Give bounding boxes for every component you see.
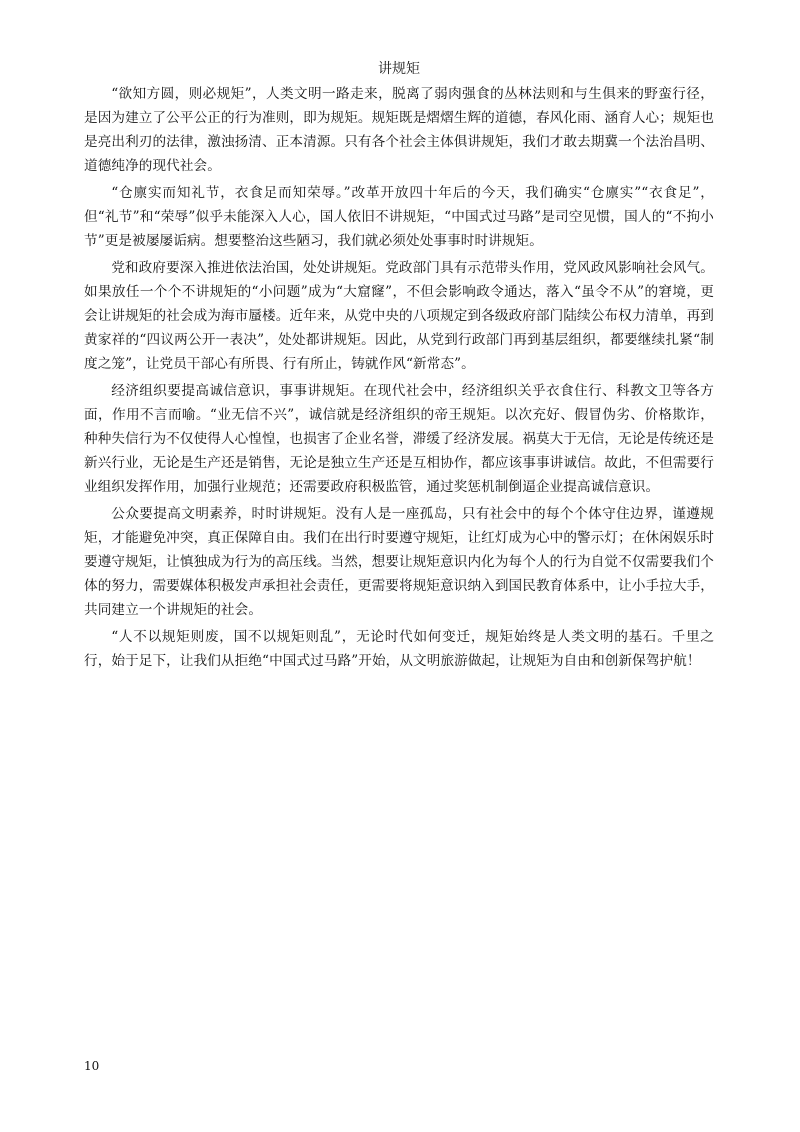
paragraph-6: “人不以规矩则废，国不以规矩则乱”，无论时代如何变迁，规矩始终是人类文明的基石。千里之行，始于足下，让我们从拒绝“中国式过马路”开始，从文明旅游做起，让规矩为自由和创新保驾护航！: [84, 629, 714, 669]
paragraph-5: 公众要提高文明素养，时时讲规矩。没有人是一座孤岛，只有社会中的每个个体守住边界，谨遵规矩，才能避免冲突，真正保障自由。我们在出行时要遵守规矩，让红灯成为心中的警示灯；在休闲娱乐时要遵守规矩，让慎独成为行为的高压线。当然，想要让规矩意识内化为每个人的行为自觉不仅需要我们个体的努力，需要媒体积极发声承担社会责任，更需要将规矩意识纳入到国民教育体系中，让小手拉大手，共同建立一个讲规矩的社会。: [84, 506, 714, 618]
page-number: 10: [84, 1059, 100, 1073]
paragraph-1: “欲知方圆，则必规矩”，人类文明一路走来，脱离了弱肉强食的丛林法则和与生俱来的野蛮行径，是因为建立了公平公正的行为准则，即为规矩。规矩既是熠熠生辉的道德，春风化雨、涵育人心；规矩也是亮出利刃的法律，激浊扬清、正本清源。只有各个社会主体俱讲规矩，我们才敢去期冀一个法治昌明、道德纯净的现代社会。: [84, 86, 714, 174]
paragraph-3: 党和政府要深入推进依法治国，处处讲规矩。党政部门具有示范带头作用，党风政风影响社会风气。如果放任一个个不讲规矩的“小问题”成为“大窟窿”，不但会影响政令通达，落入“虽令不从”的窘境，更会让讲规矩的社会成为海市蜃楼。近年来，从党中央的八项规定到各级政府部门陆续公布权力清单，再到黄家祥的“四议两公开一表决”，处处都讲规矩。因此，从党到行政部门再到基层组织，都要继续扎紧“制度之笼”，让党员干部心有所畏、行有所止，铸就作风“新常态”。: [84, 260, 714, 372]
document-page: [84, 58, 714, 676]
page-title: 讲规矩: [378, 61, 420, 77]
paragraph-4: 经济组织要提高诚信意识，事事讲规矩。在现代社会中，经济组织关乎衣食住行、科教文卫等各方面，作用不言而喻。“业无信不兴”，诚信就是经济组织的帝王规矩。以次充好、假冒伪劣、价格欺诈，种种失信行为不仅使得人心惶惶，也损害了企业名誉，滞缓了经济发展。祸莫大于无信，无论是传统还是新兴行业，无论是生产还是销售，无论是独立生产还是互相协作，都应该事事讲诚信。故此，不但需要行业组织发挥作用，加强行业规范；还需要政府积极监管，通过奖惩机制倒逼企业提高诚信意识。: [84, 383, 714, 495]
paragraph-2: “仓廪实而知礼节，衣食足而知荣辱。”改革开放四十年后的今天，我们确实“仓廪实”“衣食足”，但“礼节”和“荣辱”似乎未能深入人心，国人依旧不讲规矩，“中国式过马路”是司空见惯，国人的“不拘小节”更是被屡屡诟病。想要整治这些陋习，我们就必须处处事事时时讲规矩。: [84, 185, 714, 249]
